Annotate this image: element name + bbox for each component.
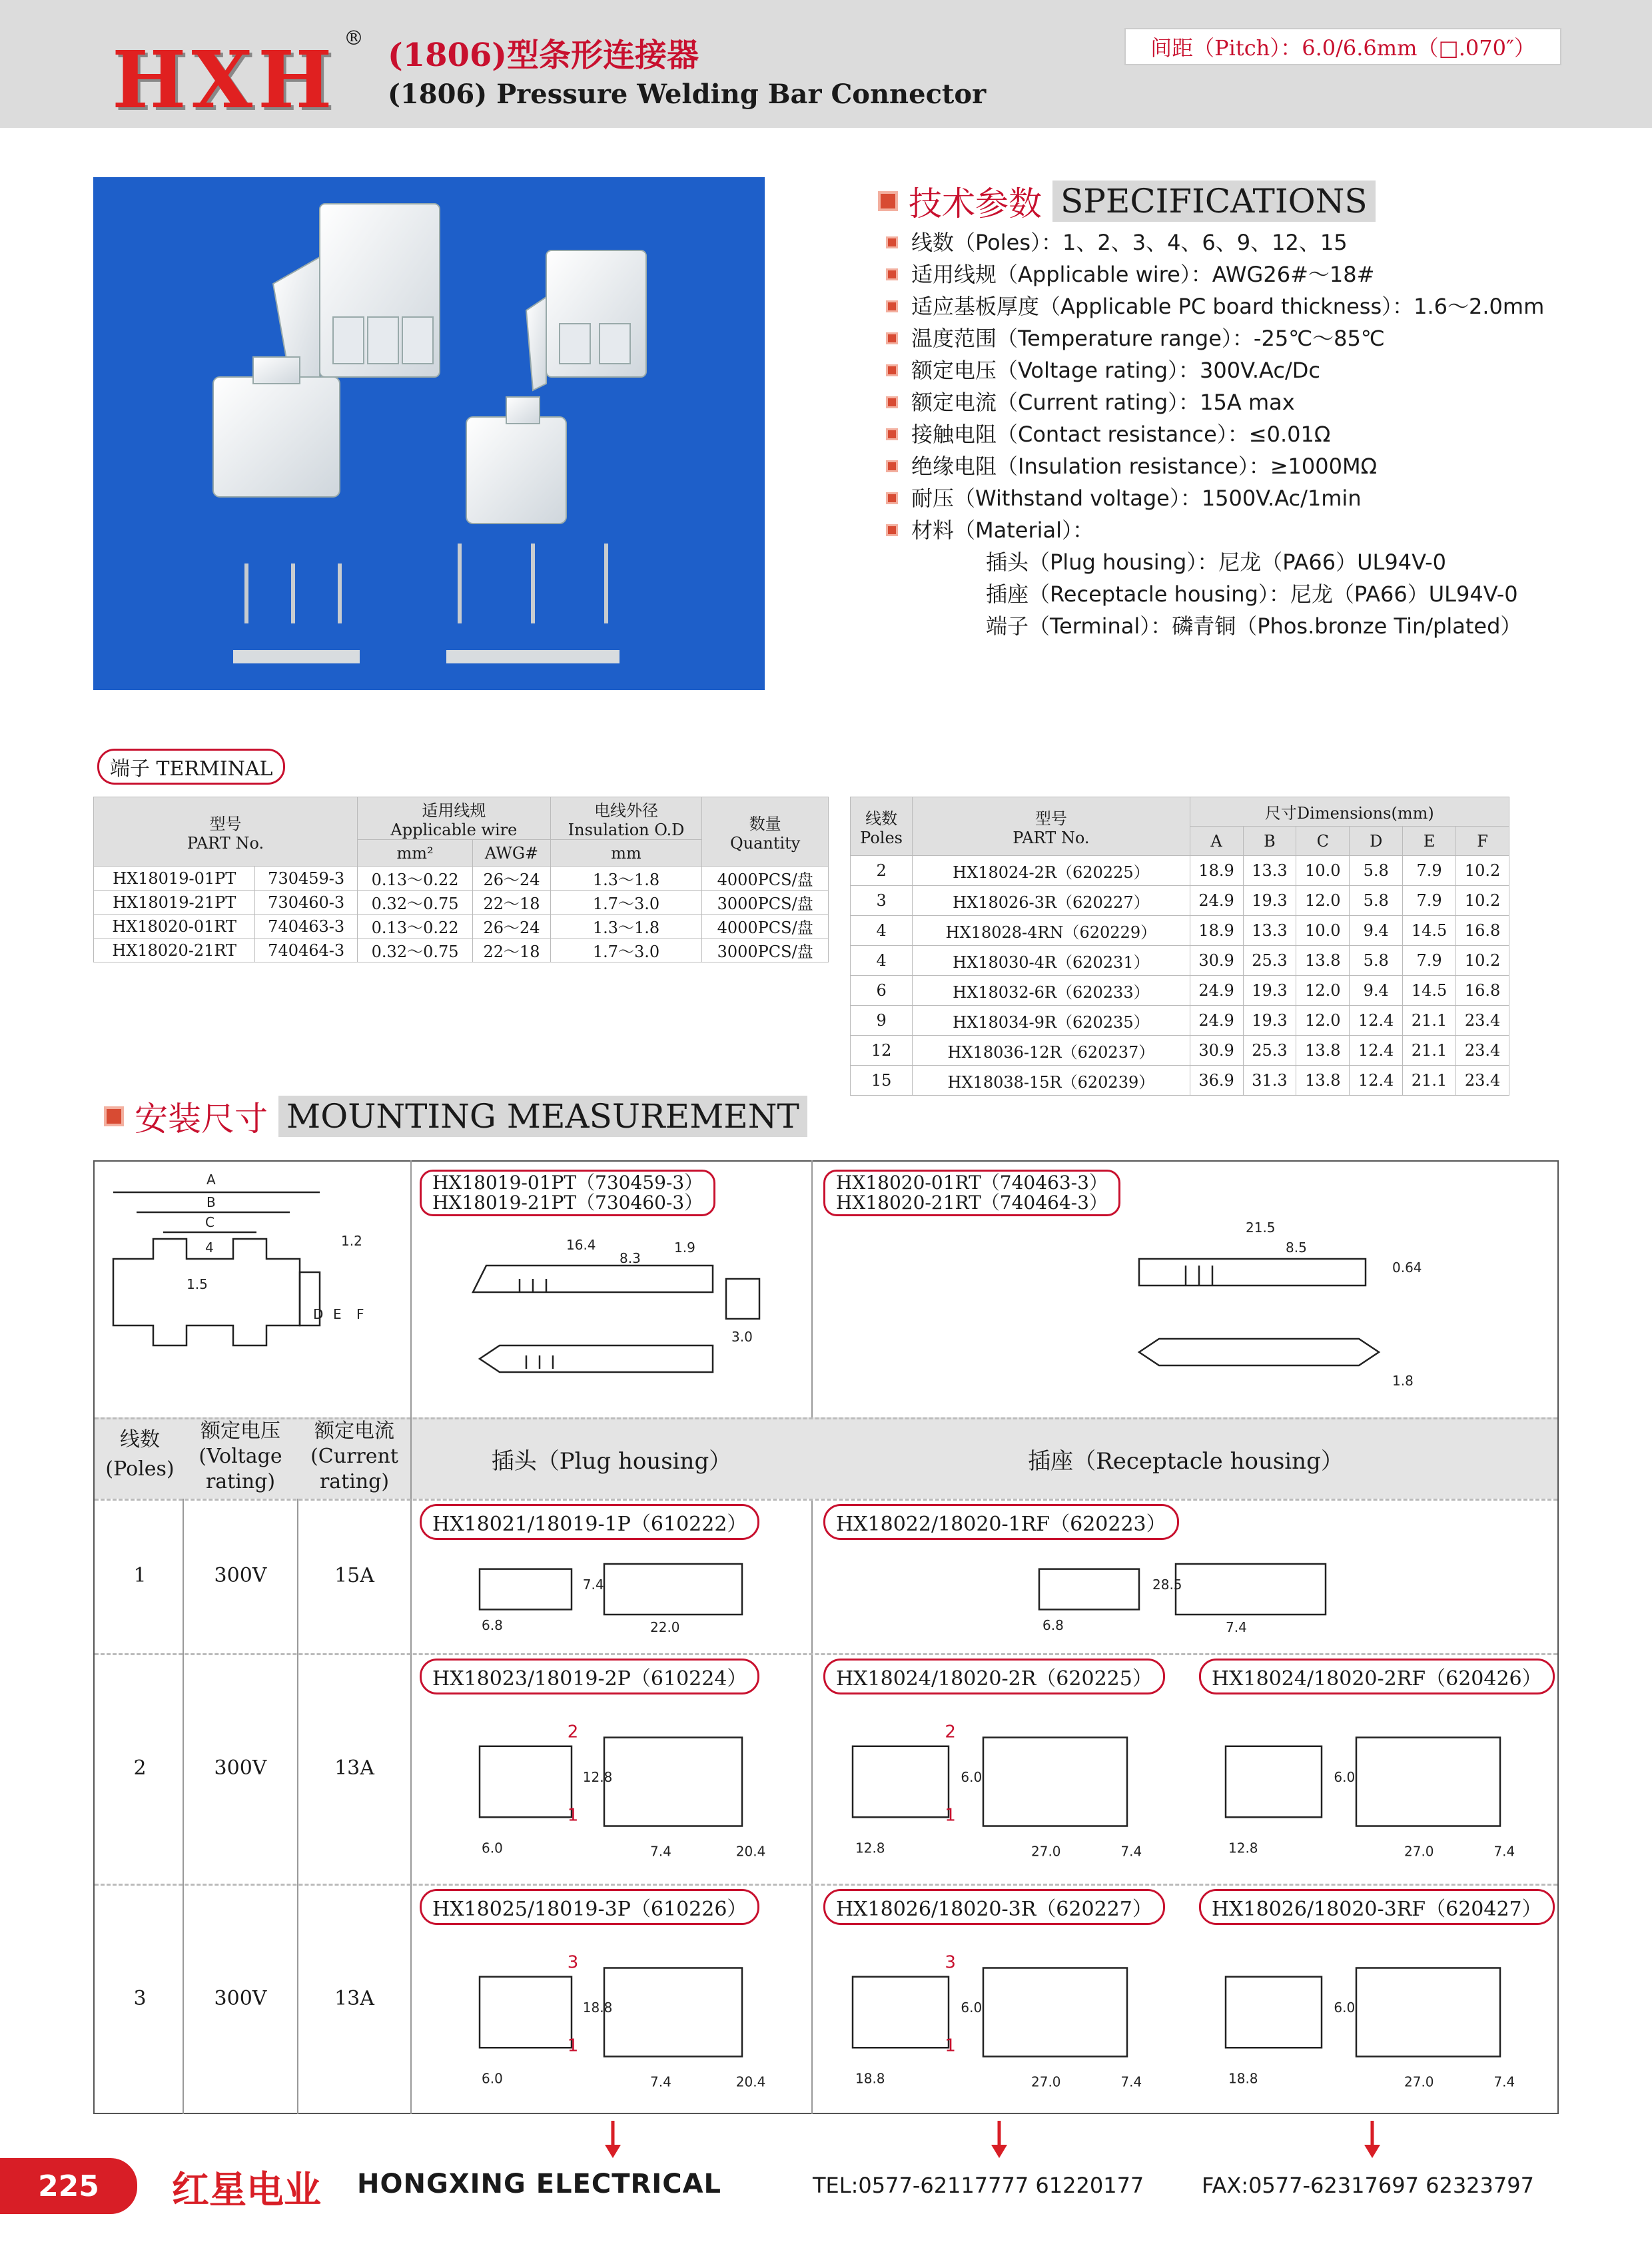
dimension-label: 20.4 xyxy=(735,1843,766,1860)
dimension-label: 3 xyxy=(945,1952,956,1973)
row-voltage: 300V xyxy=(214,1756,267,1780)
table-row xyxy=(851,976,1509,1006)
svg-text:16.4: 16.4 xyxy=(566,1237,596,1253)
brand-logo: HXH xyxy=(112,33,338,126)
row-current: 13A xyxy=(334,1987,374,2010)
table-cell: 16.8 xyxy=(1456,976,1509,1006)
row-poles: 2 xyxy=(133,1756,147,1780)
spec-item xyxy=(886,482,1544,514)
h-current: 额定电流 (Current rating) xyxy=(310,1419,398,1493)
table-row xyxy=(851,946,1509,976)
dimension-label: 6.8 xyxy=(1042,1617,1064,1633)
dimension-label: 7.4 xyxy=(1120,2073,1142,2090)
receptacle-housing-drawing xyxy=(839,1693,1159,1870)
title-en: (1806) Pressure Welding Bar Connector xyxy=(388,79,987,110)
plug-part-label xyxy=(420,1889,759,1925)
mounting-heading-en: MOUNTING MEASUREMENT xyxy=(278,1096,807,1137)
h-plug: 插头（Plug housing） xyxy=(491,1448,732,1475)
table-cell: 12.4 xyxy=(1350,1006,1403,1036)
th-mm2: mm² xyxy=(357,840,472,867)
material-item: 端子（Terminal）：磷青铜（Phos.bronze Tin/plated） xyxy=(986,613,1522,639)
dimension-label: 6.0 xyxy=(1334,2000,1356,2016)
dimension-label: 27.0 xyxy=(1404,1843,1434,1860)
table-row: HX18019-01PT 730459-3 0.13～0.22 26～24 1.3～1.8 4000PCS/盘 xyxy=(94,867,829,891)
table-row xyxy=(851,886,1509,916)
dimension-label: 6.0 xyxy=(482,1840,503,1856)
th-part: 型号 PART No. xyxy=(913,797,1190,856)
dimension-label: 18.8 xyxy=(582,2000,613,2016)
table-cell: 5.8 xyxy=(1350,946,1403,976)
plug-part-pill: HX18025/18019-3P（610226） xyxy=(420,1889,759,1925)
th-qty: 数量 Quantity xyxy=(702,797,829,867)
spec-item xyxy=(886,258,1544,290)
table-row: HX18020-01RT 740463-3 0.13～0.22 26～24 1.3～1.8 4000PCS/盘 xyxy=(94,915,829,938)
dimension-label: 1 xyxy=(945,2036,956,2056)
term-rec-title: HX18020-01RT（740463-3） HX18020-21RT（740464-3） xyxy=(823,1170,1120,1216)
row-poles: 3 xyxy=(133,1987,147,2010)
dimension-label: 18.8 xyxy=(1228,2070,1258,2087)
dimension-label: 28.5 xyxy=(1152,1577,1182,1593)
dimension-label: 20.4 xyxy=(735,2073,766,2090)
dimension-label: 6.0 xyxy=(961,1769,983,1785)
svg-text:21.5: 21.5 xyxy=(1246,1220,1276,1236)
table-cell: 31.3 xyxy=(1243,1066,1296,1096)
bullet-square-icon xyxy=(104,1106,124,1126)
table-cell: 10.2 xyxy=(1456,946,1509,976)
table-cell: 13.3 xyxy=(1243,916,1296,946)
spec-item xyxy=(886,354,1544,386)
dimension-label: 6.0 xyxy=(961,2000,983,2016)
th-wire: 适用线规 Applicable wire xyxy=(357,797,550,840)
th-od: 电线外径 Insulation O.D xyxy=(550,797,702,840)
receptacle-housing-drawing xyxy=(1026,1539,1359,1640)
dimension-label: 7.4 xyxy=(1226,1619,1247,1635)
dimension-label: 27.0 xyxy=(1031,2073,1061,2090)
spec-item xyxy=(886,386,1544,418)
mounting-heading xyxy=(104,1092,807,1140)
table-cell: 12.0 xyxy=(1296,976,1350,1006)
bullet-icon xyxy=(886,428,898,440)
bullet-icon xyxy=(886,492,898,504)
terminal-label: 端子 TERMINAL xyxy=(97,749,285,785)
table-cell: HX18030-4R（620231） xyxy=(913,946,1190,976)
title-cn: (1806)型条形连接器 xyxy=(388,37,699,74)
table-cell: 12.0 xyxy=(1296,1006,1350,1036)
table-cell: 12.4 xyxy=(1350,1036,1403,1066)
divider xyxy=(95,1884,1557,1886)
rec2-part-pill: HX18026/18020-3RF（620427） xyxy=(1199,1889,1555,1925)
spec-text: 额定电流（Current rating）：15A max xyxy=(911,390,1295,415)
table-cell: 7.9 xyxy=(1403,856,1456,886)
dimension-label: 6.8 xyxy=(482,1617,503,1633)
table-cell: 36.9 xyxy=(1190,1066,1243,1096)
dimension-label: 1 xyxy=(945,1805,956,1826)
table-cell: 25.3 xyxy=(1243,1036,1296,1066)
company-cn: 红星电业 xyxy=(172,2169,321,2212)
material-item: 插头（Plug housing）：尼龙（PA66）UL94V-0 xyxy=(986,550,1447,575)
h-poles: 线数 (Poles) xyxy=(105,1428,175,1481)
svg-text:0.64: 0.64 xyxy=(1392,1260,1422,1276)
table-cell: 30.9 xyxy=(1190,1036,1243,1066)
th-awg: AWG# xyxy=(473,840,551,867)
dimension-label: 7.4 xyxy=(582,1577,604,1593)
table-cell: 4 xyxy=(851,916,913,946)
svg-text:A: A xyxy=(206,1172,216,1188)
dimension-label: 7.4 xyxy=(650,1843,671,1860)
spec-text: 耐压（Withstand voltage）：1500V.Ac/1min xyxy=(911,486,1362,511)
row-voltage: 300V xyxy=(214,1987,267,2010)
rec-part-pill: HX18026/18020-3R（620227） xyxy=(823,1889,1165,1925)
spec-item xyxy=(886,418,1544,450)
dimension-label: 12.8 xyxy=(582,1769,613,1785)
dimension-label: 6.0 xyxy=(1334,1769,1356,1785)
table-cell: 12.4 xyxy=(1350,1066,1403,1096)
dimension-label: 3 xyxy=(567,1952,579,1973)
spec-text: 材料（Material）： xyxy=(911,518,1094,543)
table-cell: 13.3 xyxy=(1243,856,1296,886)
rec-part-pill: HX18024/18020-2R（620225） xyxy=(823,1659,1165,1694)
svg-text:4: 4 xyxy=(205,1240,214,1256)
plug-terminal-drawing xyxy=(466,1226,786,1412)
bullet-icon xyxy=(886,268,898,280)
plug-part-label xyxy=(420,1659,759,1694)
terminal-table xyxy=(93,797,829,962)
table-cell: 12.0 xyxy=(1296,886,1350,916)
spec-text: 适应基板厚度（Applicable PC board thickness）：1.6～2.0mm xyxy=(911,294,1545,319)
table-cell: 10.2 xyxy=(1456,856,1509,886)
term-plug-title: HX18019-01PT（730459-3） HX18019-21PT（730460-3） xyxy=(420,1170,715,1216)
dimensions-table: 线数 Poles 型号 PART No. 尺寸Dimensions(mm) A B C D E F 2 HX18024-2R（620225） 18.9 13.3 10.0 5.8 7.9 10.2 3 HX18026-3R（620227） 24.9 19.3 12.0 5.8 7.9 10.2 4 HX18028-4RN（620229） 18.9 13.3 10.0 9.4 14.5 16.8 4 HX18030-4R（620231） 30.9 25.3 13.8 5.8 7.9 10.2 6 HX18032-6R（620233） 24.9 19.3 12.0 9.4 14.5 16.8 9 HX18034-9R（620235） 24.9 19.3 12.0 12.4 21.1 23.4 12 HX18036-12R（620237） 30.9 25.3 13.8 12.4 21.1 23.4 15 HX18038-15R（620239） 36.9 31.3 13.8 12.4 21.1 23.4 xyxy=(850,797,1509,1096)
dimension-label: 7.4 xyxy=(1493,2073,1515,2090)
rec-part-label xyxy=(823,1659,1165,1694)
dimension-label: 12.8 xyxy=(1228,1840,1258,1856)
table-cell: 10.0 xyxy=(1296,856,1350,886)
table-row xyxy=(851,916,1509,946)
bullet-icon xyxy=(886,332,898,344)
table-row xyxy=(851,1006,1509,1036)
spec-item xyxy=(886,290,1544,322)
dimension-label: 12.8 xyxy=(855,1840,885,1856)
bullet-icon xyxy=(886,364,898,376)
svg-text:1.2: 1.2 xyxy=(341,1233,362,1249)
table-cell: HX18038-15R（620239） xyxy=(913,1066,1190,1096)
rec2-part-pill: HX18024/18020-2RF（620426） xyxy=(1199,1659,1555,1694)
product-photo xyxy=(93,177,765,690)
table-cell: 3 xyxy=(851,886,913,916)
pitch-badge: 间距（Pitch）：6.0/6.6mm（□.070″） xyxy=(1124,28,1561,65)
row-current: 15A xyxy=(334,1564,374,1587)
specs-heading xyxy=(878,177,1376,225)
spec-item xyxy=(886,322,1544,354)
table-cell: 6 xyxy=(851,976,913,1006)
svg-text:8.3: 8.3 xyxy=(620,1250,641,1266)
table-cell: 19.3 xyxy=(1243,1006,1296,1036)
table-cell: 21.1 xyxy=(1403,1006,1456,1036)
table-cell: 21.1 xyxy=(1403,1066,1456,1096)
registered-mark: ® xyxy=(344,27,364,50)
table-cell: 24.9 xyxy=(1190,886,1243,916)
bullet-icon xyxy=(886,236,898,248)
table-cell: 10.2 xyxy=(1456,886,1509,916)
table-row: HX18020-21RT 740464-3 0.32～0.75 22～18 1.7～3.0 3000PCS/盘 xyxy=(94,938,829,962)
mounting-heading-cn: 安装尺寸 xyxy=(135,1100,268,1138)
divider xyxy=(811,1160,813,2114)
table-cell: HX18036-12R（620237） xyxy=(913,1036,1190,1066)
table-cell: 12 xyxy=(851,1036,913,1066)
svg-text:B: B xyxy=(206,1194,216,1210)
divider xyxy=(297,1417,298,2114)
svg-text:D: D xyxy=(313,1306,324,1322)
table-cell: 14.5 xyxy=(1403,976,1456,1006)
rec2-part-label xyxy=(1199,1889,1555,1925)
plug-housing-drawing xyxy=(466,1539,773,1640)
table-cell: 13.8 xyxy=(1296,1066,1350,1096)
table-cell: 9 xyxy=(851,1006,913,1036)
terminal-label-wrap xyxy=(97,749,285,785)
specs-list xyxy=(886,226,1544,642)
table-cell: 10.0 xyxy=(1296,916,1350,946)
th-part: 型号 PART No. xyxy=(94,797,358,867)
table-cell: 9.4 xyxy=(1350,916,1403,946)
rec-part-pill: HX18022/18020-1RF（620223） xyxy=(823,1504,1179,1540)
table-cell: HX18024-2R（620225） xyxy=(913,856,1190,886)
company-en: HONGXING ELECTRICAL xyxy=(357,2169,722,2199)
arrow-down-icon xyxy=(600,2121,626,2161)
table-cell: 4 xyxy=(851,946,913,976)
table-cell: HX18028-4RN（620229） xyxy=(913,916,1190,946)
row-poles: 1 xyxy=(133,1564,147,1587)
arrow-down-icon xyxy=(1359,2121,1386,2161)
table-cell: 24.9 xyxy=(1190,1006,1243,1036)
rec-part-label xyxy=(823,1889,1165,1925)
plug-part-pill: HX18021/18019-1P（610222） xyxy=(420,1504,759,1540)
divider xyxy=(95,1653,1557,1655)
dimension-label: 27.0 xyxy=(1404,2073,1434,2090)
svg-text:E: E xyxy=(333,1306,342,1322)
table-cell: 19.3 xyxy=(1243,886,1296,916)
divider xyxy=(95,1499,1557,1501)
table-cell: 15 xyxy=(851,1066,913,1096)
receptacle-f-housing-drawing xyxy=(1212,1693,1532,1870)
spec-text: 线数（Poles）：1、2、3、4、6、9、12、15 xyxy=(911,230,1348,255)
table-cell: 7.9 xyxy=(1403,946,1456,976)
svg-text:F: F xyxy=(356,1306,364,1322)
svg-text:8.5: 8.5 xyxy=(1286,1240,1307,1256)
dimension-label: 2 xyxy=(567,1722,579,1742)
spec-text: 适用线规（Applicable wire）：AWG26#～18# xyxy=(911,262,1375,287)
dimension-label: 22.0 xyxy=(650,1619,680,1635)
row-current: 13A xyxy=(334,1756,374,1780)
table-cell: 13.8 xyxy=(1296,1036,1350,1066)
dimension-label: 1 xyxy=(567,1805,579,1826)
svg-text:1.8: 1.8 xyxy=(1392,1373,1414,1389)
page-number: 225 xyxy=(0,2158,137,2214)
table-cell: 18.9 xyxy=(1190,856,1243,886)
footprint-drawing xyxy=(100,1166,400,1412)
row-voltage: 300V xyxy=(214,1564,267,1587)
table-cell: 13.8 xyxy=(1296,946,1350,976)
table-cell: 30.9 xyxy=(1190,946,1243,976)
th-mm: mm xyxy=(550,840,702,867)
table-cell: 5.8 xyxy=(1350,856,1403,886)
dimension-label: 6.0 xyxy=(482,2070,503,2087)
table-cell: 18.9 xyxy=(1190,916,1243,946)
dimension-label: 7.4 xyxy=(1493,1843,1515,1860)
plug-part-label xyxy=(420,1504,759,1540)
divider xyxy=(183,1417,184,2114)
plug-housing-drawing xyxy=(466,1693,773,1870)
product-illustration xyxy=(93,177,765,690)
table-cell: 7.9 xyxy=(1403,886,1456,916)
receptacle-housing-drawing xyxy=(839,1924,1159,2101)
receptacle-f-housing-drawing xyxy=(1212,1924,1532,2101)
bullet-icon xyxy=(886,300,898,312)
specs-heading-cn: 技术参数 xyxy=(909,185,1042,223)
spec-item xyxy=(886,450,1544,482)
h-voltage: 额定电压 (Voltage rating) xyxy=(199,1419,282,1493)
th-poles: 线数 Poles xyxy=(851,797,913,856)
table-cell: 23.4 xyxy=(1456,1066,1509,1096)
rec-part-label xyxy=(823,1504,1179,1540)
rec2-part-label xyxy=(1199,1659,1555,1694)
material-item: 插座（Receptacle housing）：尼龙（PA66）UL94V-0 xyxy=(986,581,1518,607)
table-cell: 24.9 xyxy=(1190,976,1243,1006)
dimension-label: 18.8 xyxy=(855,2070,885,2087)
h-receptacle: 插座（Receptacle housing） xyxy=(1028,1448,1344,1475)
divider xyxy=(410,1160,412,2114)
receptacle-terminal-drawing xyxy=(1126,1219,1446,1412)
dimension-label: 2 xyxy=(945,1722,956,1742)
svg-text:1.5: 1.5 xyxy=(187,1276,208,1292)
plug-part-pill: HX18023/18019-2P（610224） xyxy=(420,1659,759,1694)
table-cell: 19.3 xyxy=(1243,976,1296,1006)
fax: FAX:0577-62317697 62323797 xyxy=(1202,2173,1534,2198)
dimension-label: 7.4 xyxy=(650,2073,671,2090)
table-row xyxy=(851,1066,1509,1096)
bullet-icon xyxy=(886,396,898,408)
table-cell: 16.8 xyxy=(1456,916,1509,946)
dimension-label: 7.4 xyxy=(1120,1843,1142,1860)
table-cell: HX18032-6R（620233） xyxy=(913,976,1190,1006)
spec-item xyxy=(886,514,1544,546)
spec-text: 额定电压（Voltage rating）：300V.Ac/Dc xyxy=(911,358,1320,383)
svg-text:3.0: 3.0 xyxy=(731,1329,753,1345)
table-row: HX18019-21PT 730460-3 0.32～0.75 22～18 1.7～3.0 3000PCS/盘 xyxy=(94,891,829,915)
dimension-label: 1 xyxy=(567,2036,579,2056)
bullet-icon xyxy=(886,460,898,472)
bullet-icon xyxy=(886,524,898,536)
spec-text: 接触电阻（Contact resistance）：≤0.01Ω xyxy=(911,422,1331,447)
table-cell: HX18026-3R（620227） xyxy=(913,886,1190,916)
table-cell: 23.4 xyxy=(1456,1006,1509,1036)
th-dimensions: 尺寸Dimensions(mm) xyxy=(1190,797,1509,827)
telephone: TEL:0577-62117777 61220177 xyxy=(813,2173,1144,2198)
arrow-down-icon xyxy=(986,2121,1013,2161)
svg-text:1.9: 1.9 xyxy=(674,1240,695,1256)
divider xyxy=(410,1417,412,1499)
spec-text: 温度范围（Temperature range）：-25℃～85℃ xyxy=(911,326,1385,351)
table-cell: 23.4 xyxy=(1456,1036,1509,1066)
table-cell: 5.8 xyxy=(1350,886,1403,916)
table-cell: 14.5 xyxy=(1403,916,1456,946)
table-cell: 21.1 xyxy=(1403,1036,1456,1066)
svg-text:C: C xyxy=(205,1214,214,1230)
table-row xyxy=(851,856,1509,886)
table-row xyxy=(851,1036,1509,1066)
table-cell: 25.3 xyxy=(1243,946,1296,976)
table-cell: HX18034-9R（620235） xyxy=(913,1006,1190,1036)
spec-item xyxy=(886,226,1544,258)
specs-heading-en: SPECIFICATIONS xyxy=(1052,181,1376,222)
bullet-square-icon xyxy=(878,191,898,211)
table-cell: 9.4 xyxy=(1350,976,1403,1006)
spec-text: 绝缘电阻（Insulation resistance）：≥1000MΩ xyxy=(911,454,1378,479)
dimension-label: 27.0 xyxy=(1031,1843,1061,1860)
plug-housing-drawing xyxy=(466,1924,773,2101)
table-cell: 2 xyxy=(851,856,913,886)
